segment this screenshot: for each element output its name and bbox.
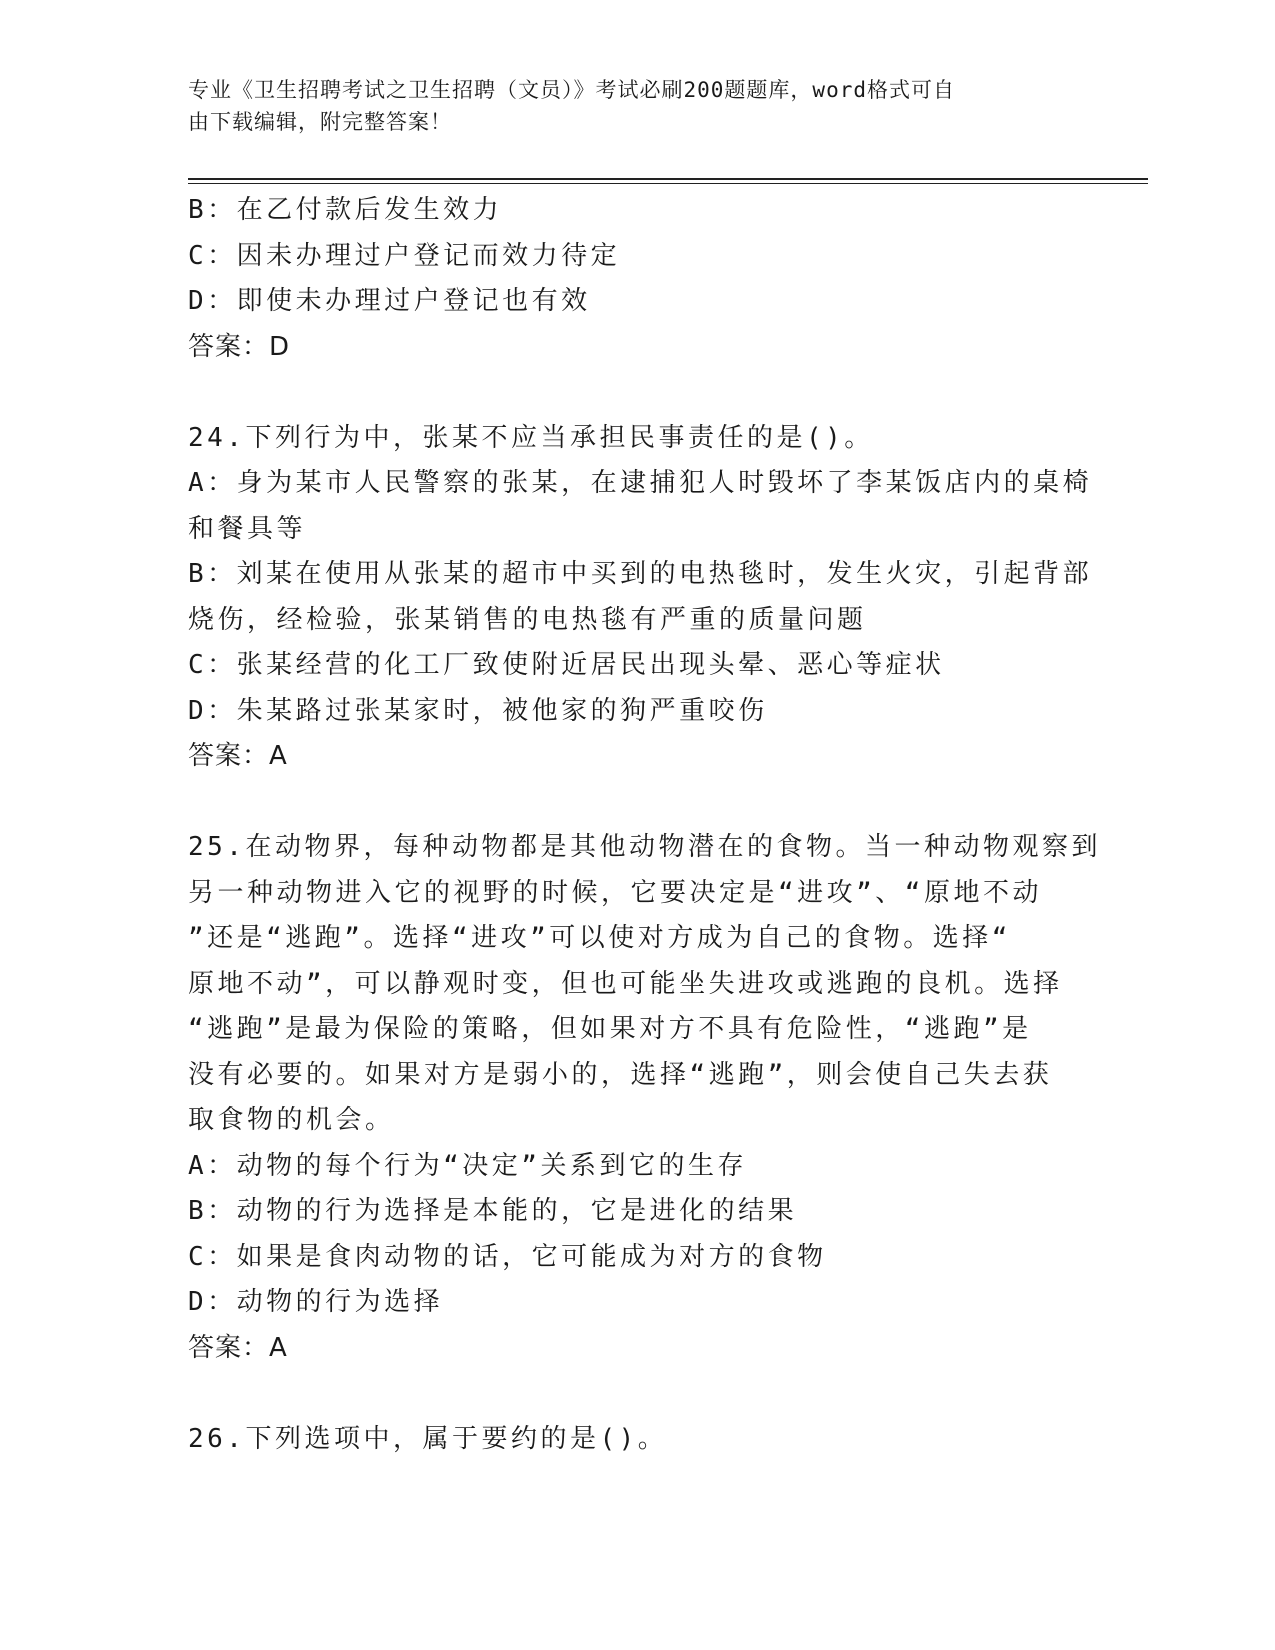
header-divider-thick bbox=[188, 178, 1148, 180]
page-header bbox=[188, 74, 1068, 138]
q25-stem-line-7: 取食物的机会。 bbox=[188, 1105, 395, 1135]
spacer bbox=[188, 370, 1068, 416]
q25-option-b: B：动物的行为选择是本能的，它是进化的结果 bbox=[188, 1196, 798, 1226]
q26-stem: 26.下列选项中，属于要约的是()。 bbox=[188, 1423, 668, 1454]
question-23 bbox=[188, 188, 1068, 370]
question-content bbox=[188, 188, 1101, 1462]
q24-option-b-line-2: 烧伤，经检验，张某销售的电热毯有严重的质量问题 bbox=[188, 604, 867, 635]
q24-option-b-line-1: B：刘某在使用从张某的超市中买到的电热毯时，发生火灾，引起背部 bbox=[188, 559, 1093, 589]
q24-stem: 24.下列行为中，张某不应当承担民事责任的是()。 bbox=[188, 422, 874, 453]
spacer bbox=[188, 1371, 1068, 1417]
question-25 bbox=[188, 825, 1101, 1371]
q25-answer: 答案：A bbox=[188, 1332, 288, 1363]
q24-option-d: D：朱某路过张某家时，被他家的狗严重咬伤 bbox=[188, 695, 768, 726]
spacer bbox=[188, 780, 1068, 826]
q25-option-c: C：如果是食肉动物的话，它可能成为对方的食物 bbox=[188, 1241, 827, 1272]
q25-stem-line-2: 另一种动物进入它的视野的时候，它要决定是“进攻”、“原地不动 bbox=[188, 877, 1042, 908]
q25-stem-line-6: 没有必要的。如果对方是弱小的，选择“逃跑”，则会使自己失去获 bbox=[188, 1059, 1053, 1090]
q23-option-b: B：在乙付款后发生效力 bbox=[188, 195, 503, 225]
q25-stem-line-5: “逃跑”是最为保险的策略，但如果对方不具有危险性，“逃跑”是 bbox=[188, 1014, 1032, 1044]
header-line-1: 专业《卫生招聘考试之卫生招聘（文员）》考试必刷200题题库，word格式可自 bbox=[188, 78, 955, 102]
q23-option-c: C：因未办理过户登记而效力待定 bbox=[188, 240, 621, 271]
header-divider-thin bbox=[188, 183, 1148, 184]
q24-option-a-line-2: 和餐具等 bbox=[188, 513, 307, 544]
question-24 bbox=[188, 416, 1093, 780]
q24-option-c: C：张某经营的化工厂致使附近居民出现头晕、恶心等症状 bbox=[188, 650, 945, 680]
question-26 bbox=[188, 1417, 1068, 1463]
q23-option-d: D：即使未办理过户登记也有效 bbox=[188, 286, 591, 316]
q24-answer: 答案：A bbox=[188, 741, 288, 771]
q25-stem-line-4: 原地不动”，可以静观时变，但也可能坐失进攻或逃跑的良机。选择 bbox=[188, 968, 1063, 999]
q23-answer: 答案：D bbox=[188, 331, 291, 362]
q25-option-a: A：动物的每个行为“决定”关系到它的生存 bbox=[188, 1150, 747, 1181]
q25-stem-line-1: 25.在动物界，每种动物都是其他动物潜在的食物。当一种动物观察到 bbox=[188, 832, 1101, 862]
q25-stem-line-3: ”还是“逃跑”。选择“进攻”可以使对方成为自己的食物。选择“ bbox=[188, 923, 1011, 953]
q25-option-d: D：动物的行为选择 bbox=[188, 1287, 444, 1317]
header-line-2: 由下载编辑，附完整答案！ bbox=[188, 110, 452, 134]
q24-option-a-line-1: A：身为某市人民警察的张某，在逮捕犯人时毁坏了李某饭店内的桌椅 bbox=[188, 468, 1093, 498]
